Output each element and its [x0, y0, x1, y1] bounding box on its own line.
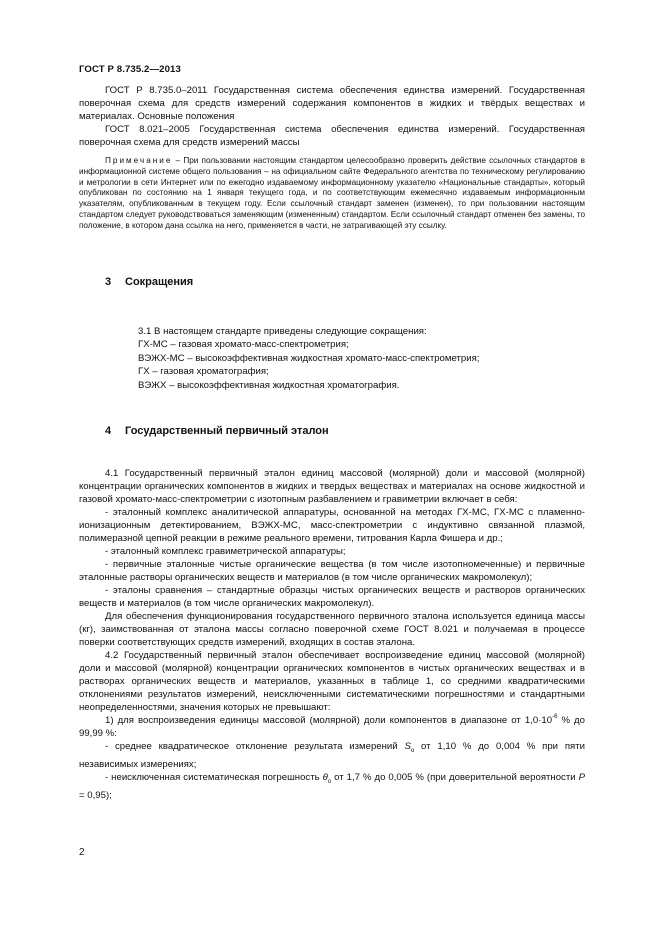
paragraph-4-2: 4.2 Государственный первичный эталон обеспечивает воспроизведение единиц массовой (молярной) доли и массовой (молярной) концентрации органических компонентов в чистых органических веществах и в растворах органических веществ и материалов, указанных в таблице 1, со средними квадратическими отклонениями результатов измерений, неисключенными систематическими погрешностями и стандартными неопределенностями, значения которых не превышают: [79, 650, 585, 713]
section-4-body [79, 467, 585, 802]
abbreviation-item: ВЭЖХ-МС – высокоэффективная жидкостная хромато-масс-спектрометрия; [138, 352, 480, 364]
paragraph-4-1: 4.1 Государственный первичный эталон единиц массовой (молярной) доли и массовой (молярной) концентрации органических компонентов в жидких и твердых веществах и материалах на основе жидкостной и газовой хромато-масс-спектрометрии с изотопным разбавлением и гравиметрии включает в себя: [79, 468, 585, 505]
item-1-range: 1) для воспроизведения единицы массовой (молярной) доли компонентов в диапазоне от $1,0\cdot 10^{-6}$ % до 99,99 %: [79, 714, 585, 739]
abbreviation-item: ГХ-МС – газовая хромато-масс-спектрометрия; [138, 339, 349, 351]
section-3-title: Сокращения [125, 276, 194, 288]
section-4-heading [105, 425, 329, 437]
item-systematic-error: - неисключенная систематическая погрешность $\theta_o$ от 1,7 % до 0,005 % (при доверительной вероятности P = 0,95); [79, 771, 585, 801]
note-label: Примечание [105, 156, 173, 165]
normative-references [79, 84, 585, 149]
abbreviations-list [138, 325, 558, 392]
list-item: - эталонный комплекс гравиметрической аппаратуры; [105, 546, 346, 557]
section-4-title: Государственный первичный эталон [125, 425, 329, 437]
section-3-heading [105, 276, 193, 288]
section-3-number: 3 [105, 276, 112, 288]
paragraph-mass-unit: Для обеспечения функционирования государственного первичного эталона используется единица массы (кг), заимствованная от эталона массы согласно поверочной схеме ГОСТ 8.021 и получаемая в процессе поверки соответствующих средств измерений, входящих в состав эталона. [79, 611, 585, 648]
section-4-number: 4 [105, 425, 112, 437]
note-text: – При пользовании настоящим стандартом целесообразно проверить действие ссылочных стандартов в информационной системе общего пользования – на официальном сайте Федерального агентства по техническому регулированию и метрологии в сети Интернет или по ежегодно издаваемому информационному указателю «Национальные стандарты», который опубликован по состоянию на 1 января текущего года, и по соответствующим ежемесячно издаваемым информационным указателям, опубликованным в текущем году. Если ссылочный стандарт заменен (изменен), то при пользовании настоящим стандартом следует руководствоваться заменяющим (измененным) стандартом. Если ссылочный стандарт отменен без замены, то положение, в котором дана ссылка на него, применяется в части, не затрагивающей эту ссылку. [79, 156, 585, 230]
abbreviation-item: ГХ – газовая хроматография; [138, 366, 269, 378]
reference-gost-8-735-0: ГОСТ Р 8.735.0–2011 Государственная система обеспечения единства измерений. Государственная поверочная схема для средств измерений содержания компонентов в жидких и твёрдых веществах и материалах. Основные положения [79, 85, 585, 122]
abbreviation-item: ВЭЖХ – высокоэффективная жидкостная хроматография. [138, 379, 400, 391]
abbreviations-intro: 3.1 В настоящем стандарте приведены следующие сокращения: [138, 326, 427, 337]
reference-gost-8-021: ГОСТ 8.021–2005 Государственная система обеспечения единства измерений. Государственная поверочная схема для средств измерений массы [79, 124, 585, 148]
list-item: - эталонный комплекс аналитической аппаратуры, основанной на методах ГХ-МС, ГХ-МС с пламенно-ионизационным детектированием, ВЭЖХ-МС, масс-спектрометрии с индуктивно связанной плазмой, полимеразной цепной реакции в режиме реального времени, титрования Карла Фишера и др.; [79, 507, 585, 544]
page-number: 2 [79, 847, 85, 858]
list-item: - первичные эталонные чистые органические вещества (в том числе изотопномеченные) и первичные эталонные растворы органических веществ и материалов (в том числе органических макромолекул); [79, 559, 585, 583]
list-item: - эталоны сравнения – стандартные образцы чистых органических веществ и растворов органических веществ и материалов (в том числе органических макромолекул). [79, 585, 585, 609]
document-header: ГОСТ Р 8.735.2—2013 [79, 64, 181, 75]
item-std-deviation: - среднее квадратическое отклонение результата измерений $S_o$ от 1,10 % до 0,004 % при пяти независимых измерениях; [79, 741, 585, 770]
note-block [79, 156, 585, 232]
